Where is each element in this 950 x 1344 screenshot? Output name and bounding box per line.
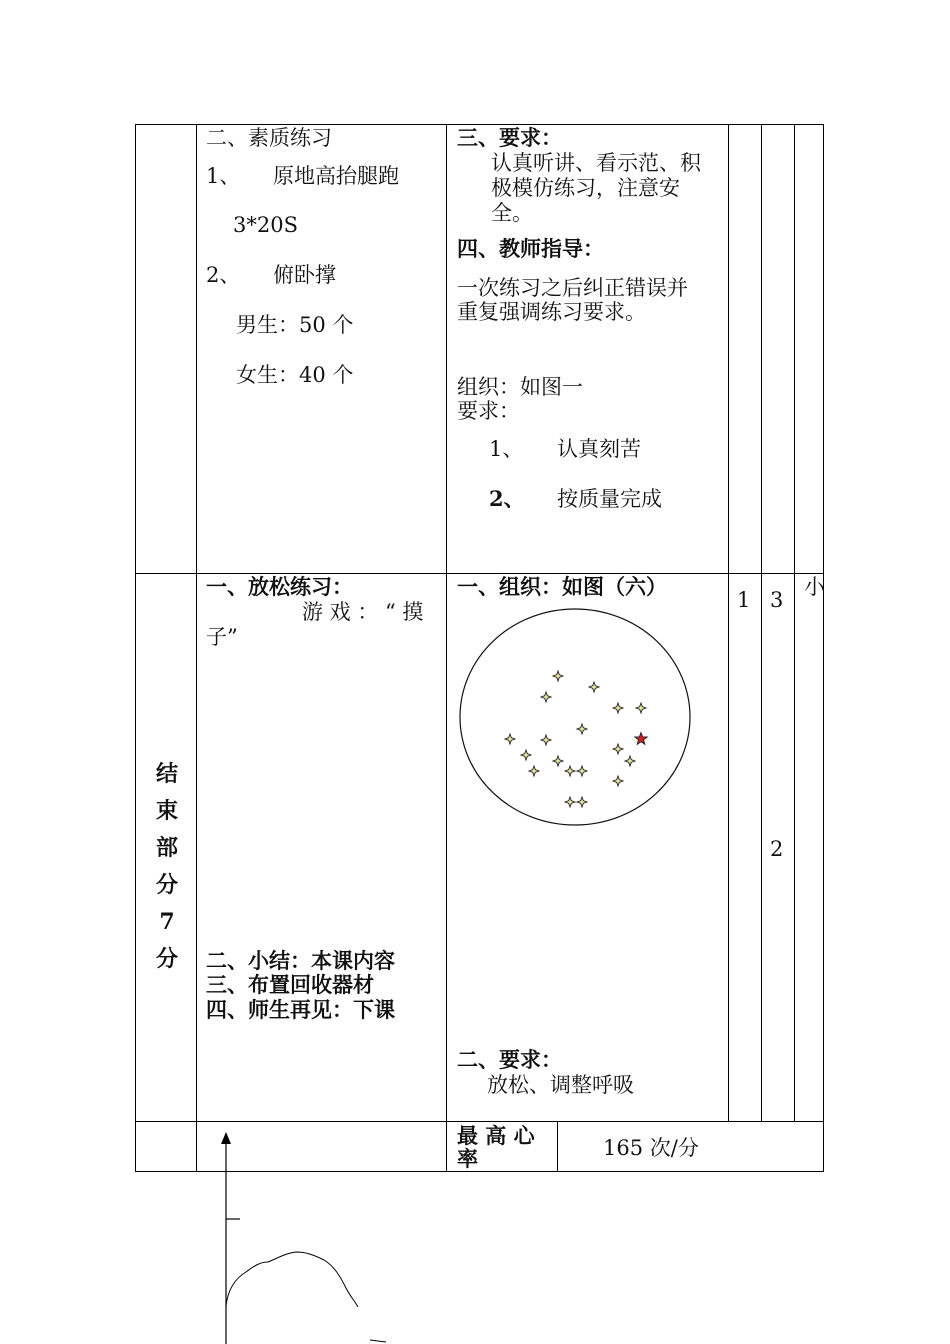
heart-rate-curve-sketch [210,1128,410,1344]
student-star-icon [541,735,551,745]
student-star-icon [613,744,623,754]
max-heart-rate-label-1: 最 高 心 [457,1123,535,1148]
item-1-detail: 3*20S [233,213,298,237]
requirement-2-number: 2、 [489,486,525,511]
quality-practice-heading: 二、素质练习 [206,126,332,150]
requirements-title: 三、要求： [457,125,562,150]
requirement-1-number: 1、 [489,437,524,461]
section-char: 结 [155,761,178,787]
student-star-icon [553,756,563,766]
game-line-1: 游 戏 ： “ 摸 [302,600,424,624]
student-star-icon [505,734,515,744]
student-star-icon [589,682,599,692]
game-line-2: 子” [206,625,238,649]
organization-figure-1: 组织：如图一 [457,375,583,399]
requirements-title-2: 二、要求： [457,1047,562,1072]
requirements-label: 要求： [457,399,520,423]
boys-count: 男生：50 个 [236,313,354,337]
requirement-1-text: 认真刻苦 [557,437,641,461]
requirements-line-1: 认真听讲、看示范、积 [491,151,701,175]
student-star-icon [541,692,551,702]
student-star-icon [577,724,587,734]
col-line-left [135,124,136,1172]
item-1-number: 1、 [206,164,241,188]
student-star-icon [625,756,635,766]
row-divider-2 [135,1121,824,1122]
count-top-value: 3 [770,588,784,612]
ending-section-label [150,756,184,978]
requirements-line-2: 极模仿练习，注意安 [491,176,680,200]
hr-cell-divider [557,1121,558,1172]
teacher-guidance-title: 四、教师指导： [457,236,604,261]
max-heart-rate-label-2: 率 [457,1146,478,1171]
formation-diagram [456,605,696,831]
organization-title: 一、组织：如图（六） [457,574,667,599]
section-char: 分 [155,872,178,898]
teacher-star-icon [635,733,647,745]
times-value: 1 [737,588,751,612]
heart-rate-curve [226,1252,358,1307]
student-star-icon [577,797,587,807]
section-char: 束 [155,798,178,824]
col-line-3 [446,124,447,1172]
student-star-icon [577,766,587,776]
relax-practice-title: 一、放松练习： [206,574,353,599]
assign-line: 三、布置回收器材 [206,972,374,997]
student-star-icon [636,703,646,713]
requirement-2-text: 按质量完成 [557,487,662,511]
student-star-icon [565,797,575,807]
student-star-icon [521,750,531,760]
teacher-guidance-line-2: 重复强调练习要求。 [457,300,646,324]
student-star-icon [553,671,563,681]
col-line-6 [794,124,795,1122]
item-1-label: 原地高抬腿跑 [273,164,399,188]
goodbye-line: 四、师生再见：下课 [206,997,395,1022]
teacher-guidance-line-1: 一次练习之后纠正错误并 [457,276,688,300]
student-star-icon [613,776,623,786]
col-line-right [823,124,824,1172]
col-line-4 [728,124,729,1122]
section-char: 部 [155,835,178,861]
section-char: 分 [155,946,178,972]
count-bottom-value: 2 [770,837,784,861]
intensity-value: 小 [804,575,825,599]
requirements-line-3: 全。 [491,201,533,225]
student-star-icon [529,766,539,776]
section-char: 7 [159,909,175,935]
summary-line: 二、小结：本课内容 [206,948,395,973]
item-2-number: 2、 [206,263,241,287]
requirements-text-2: 放松、调整呼吸 [487,1073,634,1097]
col-line-2 [196,124,197,1172]
student-star-icon [613,703,623,713]
item-2-label: 俯卧撑 [273,263,336,287]
col-line-5 [761,124,762,1122]
student-star-icon [565,766,575,776]
max-heart-rate-value: 165 次/分 [603,1136,699,1160]
girls-count: 女生：40 个 [236,363,354,387]
activity-circle [460,609,690,825]
